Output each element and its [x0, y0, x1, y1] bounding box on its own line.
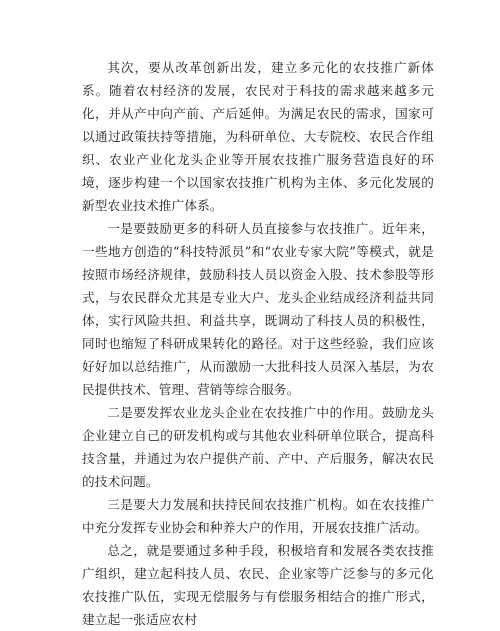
- paragraph-private-institutions: 三是要大力发展和扶持民间农技推广机构。如在农技推广中充分发挥专业协会和种养大户的作用，开展农技推广活动。: [82, 497, 434, 535]
- document-body: [82, 56, 434, 631]
- paragraph-reform-innovation: 其次，要从改革创新出发，建立多元化的农技推广新体系。随着农村经济的发展，农民对于科技的需求越来越多元化，并从产中向产前、产后延伸。为满足农民的需求，国家可以通过政策扶持等措施，为科研单位、大专院校、农民合作组织、农业产业化龙头企业等开展农技推广服务营造良好的环境，逐步构建一个以国家农技推广机构为主体、多元化发展的新型农业技术推广体系。: [82, 60, 434, 213]
- paragraph-leading-enterprises: 二是要发挥农业龙头企业在农技推广中的作用。鼓励龙头企业建立自己的研发机构或与其他农业科研单位联合，提高科技含量，并通过为农户提供产前、产中、产后服务，解决农民的技术问题。: [82, 405, 434, 489]
- paragraph-summary: 总之，就是要通过多种手段，积极培育和发展各类农技推广组织，建立起科技人员、农民、企业家等广泛参与的多元化农技推广队伍，实现无偿服务与有偿服务相结合的推广形式，建立起一张适应农村: [82, 543, 434, 627]
- paragraph-researchers-participation: 一是要鼓励更多的科研人员直接参与农技推广。近年来，一些地方创造的“科技特派员”和“农业专家大院”等模式，就是按照市场经济规律，鼓励科技人员以资金入股、技术参股等形式，与农民群众尤其是专业大户、龙头企业结成经济利益共同体，实行风险共担、利益共享，既调动了科技人员的积极性，同时也缩短了科研成果转化的路径。对于这些经验，我们应该好好加以总结推广，从而激励一大批科技人员深入基层，为农民提供技术、管理、营销等综合服务。: [82, 221, 434, 397]
